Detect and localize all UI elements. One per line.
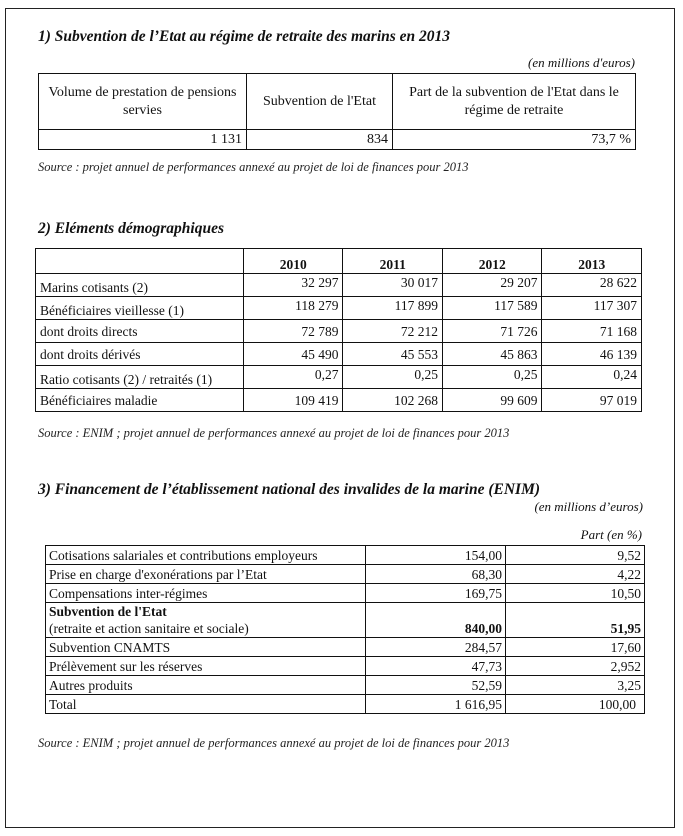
- header-volume: Volume de prestation de pensions servies: [39, 74, 247, 130]
- cell-value: 117 307: [542, 297, 642, 320]
- cell-value: 117 899: [343, 297, 442, 320]
- cell-value: 102 268: [343, 389, 442, 412]
- section3-source: Source : ENIM ; projet annuel de performances annexé au projet de loi de finances pour 2013: [38, 736, 510, 750]
- table-row: [36, 389, 642, 412]
- cell-value: 45 863: [442, 343, 542, 366]
- row-label: dont droits dérivés: [36, 343, 244, 366]
- cell-value: 0,25: [343, 366, 442, 389]
- cell-value: 29 207: [442, 274, 542, 297]
- table-row: [36, 320, 642, 343]
- header-year: 2010: [243, 249, 343, 274]
- row-label: Prise en charge d'exonérations par l’Etat: [46, 565, 366, 584]
- header-year: 2011: [343, 249, 442, 274]
- table-row: [39, 130, 636, 150]
- header-year: 2013: [542, 249, 642, 274]
- section2-source: Source : ENIM ; projet annuel de performances annexé au projet de loi de finances pour 2013: [38, 426, 510, 440]
- cell-value: 0,27: [243, 366, 343, 389]
- table-row: [46, 676, 645, 695]
- row-label: dont droits directs: [36, 320, 244, 343]
- row-label: Prélèvement sur les réserves: [46, 657, 366, 676]
- cell-value: 72 789: [243, 320, 343, 343]
- cell-part: 3,25: [506, 676, 645, 695]
- table-row: [46, 638, 645, 657]
- cell-part: 10,50: [506, 584, 645, 603]
- cell-volume: 1 131: [39, 130, 247, 150]
- table-row: [46, 565, 645, 584]
- row-label: Compensations inter-régimes: [46, 584, 366, 603]
- table-row: [36, 366, 642, 389]
- table-row: [46, 603, 645, 638]
- cell-part: 2,952: [506, 657, 645, 676]
- cell-part: 17,60: [506, 638, 645, 657]
- demographics-table: [35, 248, 642, 412]
- row-label: Cotisations salariales et contributions employeurs: [46, 546, 366, 565]
- cell-amount: 47,73: [366, 657, 506, 676]
- cell-value: 28 622: [542, 274, 642, 297]
- table-header-row: [36, 249, 642, 274]
- cell-value: 99 609: [442, 389, 542, 412]
- cell-amount: 840,00: [366, 603, 506, 638]
- cell-part: 100,00: [506, 695, 645, 714]
- row-label: Autres produits: [46, 676, 366, 695]
- table-row: [36, 297, 642, 320]
- row-label: [46, 603, 366, 638]
- section1-source: Source : projet annuel de performances annexé au projet de loi de finances pour 2013: [38, 160, 469, 174]
- table-row: [46, 657, 645, 676]
- cell-value: 32 297: [243, 274, 343, 297]
- cell-subvention: 834: [247, 130, 393, 150]
- cell-part: 73,7 %: [393, 130, 636, 150]
- cell-amount: 154,00: [366, 546, 506, 565]
- table-row-total: [46, 695, 645, 714]
- cell-value: 72 212: [343, 320, 442, 343]
- cell-part: 4,22: [506, 565, 645, 584]
- table-row: [46, 546, 645, 565]
- row-label-sub: (retraite et action sanitaire et sociale): [49, 621, 249, 636]
- cell-value: 97 019: [542, 389, 642, 412]
- cell-value: 71 726: [442, 320, 542, 343]
- cell-part: 51,95: [506, 603, 645, 638]
- cell-amount: 284,57: [366, 638, 506, 657]
- row-label: Bénéficiaires vieillesse (1): [36, 297, 244, 320]
- table-row: [46, 584, 645, 603]
- row-label: Subvention CNAMTS: [46, 638, 366, 657]
- cell-value: 30 017: [343, 274, 442, 297]
- header-empty: [36, 249, 244, 274]
- cell-amount: 1 616,95: [366, 695, 506, 714]
- cell-value: 117 589: [442, 297, 542, 320]
- cell-value: 0,25: [442, 366, 542, 389]
- section2-title: 2) Eléments démographiques: [38, 220, 225, 237]
- row-label: Bénéficiaires maladie: [36, 389, 244, 412]
- cell-amount: 68,30: [366, 565, 506, 584]
- cell-value: 46 139: [542, 343, 642, 366]
- row-label-main: Subvention de l'Etat: [49, 604, 167, 619]
- row-label: Total: [46, 695, 366, 714]
- header-subvention: Subvention de l'Etat: [247, 74, 393, 130]
- header-part: Part de la subvention de l'Etat dans le régime de retraite: [393, 74, 636, 130]
- section3-unit: (en millions d’euros): [534, 499, 643, 514]
- cell-value: 45 490: [243, 343, 343, 366]
- cell-part: 9,52: [506, 546, 645, 565]
- table-header-row: [39, 74, 636, 130]
- financing-table: [45, 545, 645, 714]
- section1-title: 1) Subvention de l’Etat au régime de retraite des marins en 2013: [38, 28, 451, 45]
- subvention-table: [38, 73, 636, 150]
- header-year: 2012: [442, 249, 542, 274]
- table-row: [36, 343, 642, 366]
- row-label: Ratio cotisants (2) / retraités (1): [36, 366, 244, 389]
- part-header: Part (en %): [580, 527, 642, 542]
- section3-title: 3) Financement de l’établissement national des invalides de la marine (ENIM): [38, 481, 541, 498]
- cell-value: 45 553: [343, 343, 442, 366]
- cell-value: 118 279: [243, 297, 343, 320]
- cell-value: 0,24: [542, 366, 642, 389]
- cell-value: 109 419: [243, 389, 343, 412]
- cell-value: 71 168: [542, 320, 642, 343]
- cell-amount: 169,75: [366, 584, 506, 603]
- table-row: [36, 274, 642, 297]
- cell-amount: 52,59: [366, 676, 506, 695]
- section1-unit: (en millions d'euros): [527, 55, 635, 70]
- row-label: Marins cotisants (2): [36, 274, 244, 297]
